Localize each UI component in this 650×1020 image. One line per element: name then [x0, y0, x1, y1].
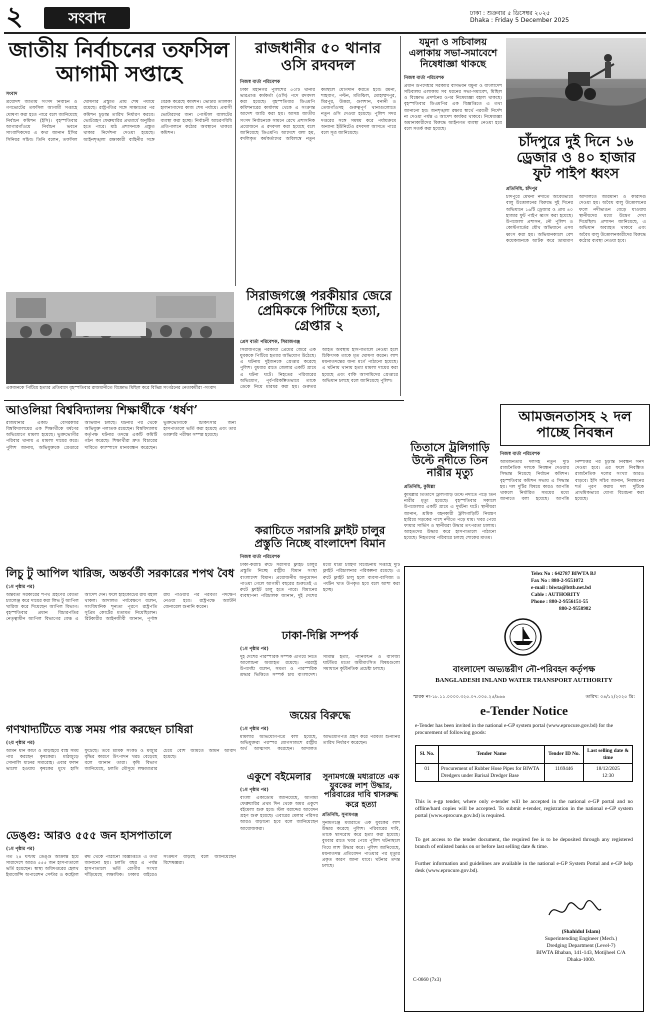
- chandpur-headline: চাঁদপুরে দুই দিনে ১৬ ড্রেজার ও ৪০ হাজার ফুট পাইপ ধ্বংস: [516, 134, 636, 183]
- issue-date-en: Dhaka : Friday 5 December 2025: [470, 17, 570, 24]
- election-body: ত্রয়োদশ জাতীয় সংসদ নির্বাচন ও গণভোটের তফসিল আগামী সপ্তাহে ঘোষণা করা হতে পারে বলে জানিয়েছে নির্বাচন কমিশন (ইসি)। বৃহস্পতিবার আগারগাঁওয়ে নির্বাচন ভবনে সাংবাদিকদের এ কথা জানান ইসির সিনিয়র সচিব। তিনি বলেন, তফসিল ঘোষণার প্রস্তুতি প্রায় শেষ পর্যায়ে রয়েছে। রাষ্ট্রপতির সঙ্গে সাক্ষাতের পর কমিশন চূড়ান্ত তারিখ নির্ধারণ করবে। ভোটগ্রহণ ফেব্রুয়ারির প্রথমার্ধে অনুষ্ঠিত হতে পারে। মাঠ প্রশাসনকে প্রস্তুত থাকার নির্দেশনা দেওয়া হয়েছে। আইনশৃঙ্খলা রক্ষাকারী বাহিনীর সঙ্গে বৈঠক করেছে কমিশন। ভোটার তালিকা হালনাগাদের কাজ শেষ পর্যায়ে। প্রবাসী ভোটারদের জন্য পোস্টাল ব্যালটের ব্যবস্থা করা হচ্ছে। নির্বাচনী আচরণবিধি প্রতিপালনে কঠোর অবস্থানে থাকবে কমিশন।: [6, 100, 232, 143]
- cell-date-day: 18/12/2025: [596, 766, 620, 773]
- victory-byline: (১ম পৃষ্ঠার পর): [240, 726, 269, 732]
- sirajganj-byline: প্রেস বার্তা পরিবেশক, সিরাজগঞ্জ: [240, 339, 301, 345]
- university-article: [6, 404, 236, 581]
- dhaka-delhi-headline: ঢাকা-দিল্লি সম্পর্ক: [281, 629, 359, 642]
- col-header-id: Tender ID No.: [545, 746, 584, 764]
- chandpur-byline: প্রতিনিধি, চাঁদপুর: [506, 187, 538, 193]
- logo-text: সংবাদ: [68, 9, 106, 27]
- tender-contact-block: Telex No : 642787 BIWTA BJ Fax No : 880-2-9551072 e-mail : biwta@bttb.net.bd Cable : AUTHORITY Phone : 880-2-9556151-55 880-2-9558982: [531, 571, 597, 612]
- notice-intro: e-Tender has been invited in the national e-GP system portal (www.eprocure.gov.bd) for the procurement of following goods:: [415, 723, 613, 736]
- oath-body: অন্তর্বর্তী সরকারের শপথ গ্রহণের বৈধতা চ্যালেঞ্জ করে দায়ের করা লিভ টু আপিল খারিজ করে দিয়েছেন আপিল বিভাগ। বৃহস্পতিবার প্রধান বিচারপতির নেতৃত্বাধীন আপিল বিভাগের বেঞ্চ এ আদেশ দেন। ফলে হাইকোর্টের রায় বহাল থাকল। আদালত পর্যবেক্ষণে বলেন, সাংবিধানিক শূন্যতা পূরণে রাষ্ট্রপতি সুপ্রিম কোর্টের মতামত নিয়েছিলেন। রিটকারীর আইনজীবী জানান, পূর্ণাঙ্গ রায় পাওয়ার পর পরবর্তী পদক্ষেপ নেওয়া হবে। রাষ্ট্রপক্ষে অ্যাটর্নি জেনারেল শুনানি করেন।: [6, 592, 236, 623]
- sirajganj-article: [240, 290, 398, 403]
- jamuna-byline: নিজস্ব বার্তা পরিবেশক: [404, 75, 445, 81]
- book-fair-article: [240, 772, 318, 966]
- signatory-title-1: Superintending Engineer (Mech.): [544, 936, 618, 942]
- karachi-byline: নিজস্ব বার্তা পরিবেশক: [240, 555, 281, 561]
- titas-body: কুমিল্লার তিতাসে ট্রলিগাড়ি উল্টে নদীতে পড়ে তিন নারীর মৃত্যু হয়েছে। বৃহস্পতিবার সকালে উপজেলার একটি গ্রামে এ দুর্ঘটনা ঘটে। স্থানীয়রা জানান, শ্রমিক বহনকারী ট্রলিগাড়িটি নিয়ন্ত্রণ হারিয়ে সড়কের পাশে নদীতে পড়ে যায়। খবর পেয়ে ফায়ার সার্ভিস ও স্থানীয়রা উদ্ধার তৎপরতা চালায়। আহতদের উদ্ধার করে হাসপাতালে পাঠানো হয়েছে। নিহতদের পরিবারে চলছে শোকের মাতম।: [404, 492, 496, 542]
- jamuna-article: [404, 38, 502, 274]
- oath-byline: (১ম পৃষ্ঠার পর): [6, 584, 35, 590]
- thana-headline-line1: রাজধানীর ৫০ থানার: [255, 39, 381, 57]
- karachi-body: ঢাকা-করাচি রুটে সরাসরি ফ্লাইট চালুর প্রস্তুতি নিচ্ছে রাষ্ট্রীয় বিমান সংস্থা বাংলাদেশ বিমান। প্রয়োজনীয় অনুমোদন পাওয়া গেলে আগামী বছরের শুরুতেই এ রুটে ফ্লাইট চালু হতে পারে। বিমানের ব্যবস্থাপনা পরিচালক জানান, দুই দেশের মধ্যে যাত্রী চাহিদা বিবেচনায় সপ্তাহে দুটি ফ্লাইট পরিচালনার পরিকল্পনা রয়েছে। এ রুটে ফ্লাইট চালু হলে ব্যবসা-বাণিজ্য ও পর্যটন খাত উপকৃত হবে বলে আশা করা হচ্ছে।: [240, 563, 400, 600]
- notice-title: e-Tender Notice: [480, 703, 568, 718]
- dengue-byline: (১ম পৃষ্ঠার পর): [6, 846, 35, 852]
- thana-byline: নিজস্ব বার্তা পরিবেশক: [240, 79, 281, 85]
- section-rule: [4, 400, 404, 401]
- dhaka-delhi-byline: (১ম পৃষ্ঠার পর): [240, 646, 269, 652]
- cell-sl: 01: [416, 764, 439, 782]
- sunamganj-headline: সুনামগঞ্জে মধ্যরাতে এক যুবকের লাশ উদ্ধার, পরিবারের দাবি শ্বাসরুদ্ধ করে হত্যা: [322, 771, 400, 809]
- election-headline-line2: আগামী সপ্তাহে: [55, 61, 183, 87]
- university-headline: আওলিয়া বিশ্ববিদ্যালয় শিক্ষার্থীকে ‘ধর্ষণ’: [6, 403, 198, 417]
- victory-body: মামলার অভিযোগপত্রে বলা হয়েছে, অভিযুক্তরা পরস্পর যোগসাজশে রাষ্ট্রীয় অর্থ আত্মসাৎ করেছেন। আদালত অভিযোগপত্র গ্রহণ করে পরবর্তী শুনানির তারিখ নির্ধারণ করেছেন।: [240, 734, 400, 753]
- sunamganj-body: সুনামগঞ্জে মধ্যরাতে এক যুবকের লাশ উদ্ধার করেছে পুলিশ। পরিবারের দাবি, তাকে শ্বাসরোধ করে হত্যা করা হয়েছে। বুধবার রাতে খবর পেয়ে পুলিশ ঘটনাস্থলে গিয়ে লাশ উদ্ধার করে। পুলিশ জানিয়েছে, ময়নাতদন্ত প্রতিবেদন পাওয়ার পর মৃত্যুর প্রকৃত কারণ জানা যাবে। ঘটনার তদন্ত চলছে।: [322, 820, 400, 870]
- registration-headline-box: [500, 404, 650, 446]
- signature-mark: [545, 897, 605, 923]
- ad-code: C-0660 (7x3): [413, 977, 442, 983]
- book-fair-body: বাংলা একাডেমি জানিয়েছে, আগামী ফেব্রুয়ারির প্রথম দিন থেকে অমর একুশে বইমেলা শুরু হবে। স্টল বরাদ্দের আবেদন গ্রহণ শুরু হয়েছে। এবারের মেলার পরিসর আরও বাড়ানো হবে বলে জানিয়েছেন আয়োজকরা।: [240, 795, 318, 832]
- signatory-address: BIWTA Bhaban, 141-143, Motijheel C/A: [536, 950, 626, 956]
- masthead-rule: [4, 32, 646, 34]
- sunamganj-article: [322, 772, 400, 991]
- signatory-name: (Shahidul Islam): [561, 929, 601, 935]
- election-byline: সংবাদ: [6, 92, 18, 98]
- farmers-article: [6, 724, 236, 841]
- memo-number: স্মারক নং-১৮.১১.০০০০.৩২৫.০৭.০০৫.২৫/৯৬৬: [413, 695, 506, 700]
- registration-body: আমজনতার দলসহ নতুন দুটি রাজনৈতিক দলকে নিবন্ধন দেওয়ার সিদ্ধান্ত নিয়েছে নির্বাচন কমিশন। বৃহস্পতিবার কমিশন সভায় এ সিদ্ধান্ত হয়। দল দুটির বিষয়ে কারও আপত্তি থাকলে নির্ধারিত সময়ের মধ্যে জানাতে বলা হয়েছে। আপত্তি নিষ্পত্তির পর চূড়ান্ত নিবন্ধন সনদ দেওয়া হবে। এর ফলে নিবন্ধিত রাজনৈতিক দলের সংখ্যা আরও বাড়বে। ইসি সচিব জানান, নিবন্ধনের শর্ত পূরণ করায় দল দুটিকে প্রাথমিকভাবে যোগ্য বিবেচনা করা হয়েছে।: [500, 460, 644, 503]
- dhaka-delhi-article: [240, 630, 400, 715]
- cell-id: 1169446: [545, 764, 584, 782]
- column-divider: [400, 36, 401, 396]
- page-number: ২: [6, 2, 23, 32]
- sunamganj-byline: প্রতিনিধি, সুনামগঞ্জ: [322, 812, 359, 818]
- election-headline-line1: জাতীয় নির্বাচনের তফসিল: [8, 37, 230, 62]
- dhaka-delhi-body: দুই দেশের পারস্পরিক সম্পর্ক এগিয়ে নিতে আলোচনা অব্যাহত রয়েছে। পররাষ্ট্র উপদেষ্টা বলেন, সমতা ও পারস্পরিক শ্রদ্ধার ভিত্তিতে সম্পর্ক চায় বাংলাদেশ। সীমান্ত হত্যা, পানিবণ্টন ও বাণিজ্য ঘাটতির মতো অমীমাংসিত বিষয়গুলো সমাধানে কূটনৈতিক প্রচেষ্টা চলছে।: [240, 654, 400, 679]
- newspaper-logo: [44, 7, 130, 29]
- chandpur-article: [506, 134, 646, 405]
- thana-headline-line2: ওসি রদবদল: [281, 56, 355, 75]
- protest-photo-caption: একজনকে পিটিয়ে হত্যার প্রতিবাদে বৃহস্পতিবার রাজধানীতে বিক্ষোভ মিছিল করে বিভিন্ন সংগঠনের নেতাকর্মীরা -সংবাদ: [6, 386, 216, 391]
- cell-date: [584, 764, 633, 782]
- oath-article: [6, 568, 236, 743]
- sirajganj-body: সিরাজগঞ্জে পরকীয়া প্রেমের জেরে এক যুবককে পিটিয়ে হত্যার অভিযোগ উঠেছে। এ ঘটনায় দুইজনকে গ্রেপ্তার করেছে পুলিশ। বুধবার রাতে জেলার একটি গ্রামে এ ঘটনা ঘটে। নিহতের পরিবারের অভিযোগ, পূর্বপরিকল্পিতভাবে তাকে ডেকে নিয়ে মারধর করা হয়। গুরুতর আহত অবস্থায় হাসপাতালে নেওয়া হলে চিকিৎসক তাকে মৃত ঘোষণা করেন। লাশ ময়নাতদন্তের জন্য মর্গে পাঠানো হয়েছে। এ ঘটনায় থানায় হত্যা মামলা দায়ের করা হয়েছে এবং বাকি আসামিদের গ্রেপ্তারে অভিযান চলছে বলে জানিয়েছে পুলিশ।: [240, 347, 398, 391]
- karachi-headline: করাচিতে সরাসরি ফ্লাইট চালুর প্রস্তুতি নিচ্ছে বাংলাদেশ বিমান: [254, 524, 386, 550]
- col-header-sl: Sl. No.: [416, 746, 439, 764]
- thana-article: [240, 40, 396, 288]
- registration-headline: আমজনতাসহ ২ দল পাচ্ছে নিবন্ধন: [518, 409, 632, 442]
- jamuna-body: প্রধান উপদেষ্টার সরকারি বাসভবন যমুনা ও বাংলাদেশ সচিবালয় এলাকায় সব ধরনের সভা-সমাবেশ, মিছিল ও বিক্ষোভ প্রদর্শনের ওপর নিষেধাজ্ঞা বহাল থাকছে। বৃহস্পতিবার ডিএমপির এক বিজ্ঞপ্তিতে এ তথ্য জানানো হয়। জনশৃঙ্খলা রক্ষার স্বার্থে পরবর্তী নির্দেশ না দেওয়া পর্যন্ত এ আদেশ কার্যকর থাকবে। নিষেধাজ্ঞা অমান্যকারীদের বিরুদ্ধে আইনগত ব্যবস্থা নেওয়া হবে বলে সতর্ক করা হয়েছে।: [404, 83, 502, 133]
- signatory-city: Dhaka-1000.: [567, 957, 595, 963]
- election-article: [6, 38, 232, 280]
- oath-headline: লিচু টু আপিল খারিজ, অন্তর্বর্তী সরকারের শপথ বৈধ: [6, 567, 235, 580]
- tender-notice: [404, 566, 644, 1012]
- table-row: [416, 764, 633, 782]
- protest-photo: [6, 292, 234, 384]
- tender-table: [415, 745, 633, 782]
- registration-article: [500, 450, 644, 565]
- dengue-headline: ডেঙ্গু: আরও ৫৫৫ জন হাসপাতালে: [6, 829, 172, 842]
- col-header-name: Tender Name: [439, 746, 545, 764]
- biwta-logo: [503, 617, 543, 657]
- column-divider: [235, 36, 236, 286]
- titas-headline: তিতাসে ট্রলিগাড়ি উল্টে নদীতে তিন নারীর মৃত্যু: [410, 441, 490, 480]
- col-header-date: Last selling date & time: [584, 746, 633, 764]
- farmer-tractor-photo: [506, 38, 646, 128]
- dengue-body: গত ২৪ ঘণ্টায় ডেঙ্গু আক্রান্ত হয়ে সারাদেশে আরও ৫৫৫ জন হাসপাতালে ভর্তি হয়েছেন। স্বাস্থ্য অধিদপ্তরের হেলথ ইমার্জেন্সি অপারেশন সেন্টার ও কন্ট্রোল রুম থেকে পাঠানো বিজ্ঞপ্তিতে এ তথ্য জানানো হয়। চলতি বছর এ পর্যন্ত হাসপাতালে ভর্তি রোগীর সংখ্যা দাঁড়িয়েছে লক্ষাধিক। ঢাকার বাইরেও সংক্রমণ বাড়ছে বলে জানিয়েছেন বিশেষজ্ঞরা।: [6, 854, 236, 879]
- notice-para-1: This is e-gp tender, where only e-tender will be accepted in the national e-GP portal and no offline/hard copies will be accepted. To submit e-tender, registration in the national e-GP system portal (www.eprocure.gov.bd) is required.: [415, 799, 633, 819]
- thana-body: ঢাকা মহানগর পুলিশের ৫০টি থানার ভারপ্রাপ্ত কর্মকর্তা (ওসি) পদে রদবদল করা হয়েছে। বৃহস্পতিবার ডিএমপি কমিশনারের কার্যালয় থেকে এ সংক্রান্ত আদেশ জারি করা হয়। আসন্ন জাতীয় সংসদ নির্বাচনকে সামনে রেখে প্রশাসনিক প্রয়োজনে এ রদবদল করা হয়েছে বলে জানিয়েছে ডিএমপি। আদেশে বলা হয়, বদলিকৃত কর্মকর্তাদের অবিলম্বে নতুন কর্মস্থলে যোগদান করতে হবে। রমনা, শাহবাগ, পল্টন, মতিঝিল, মোহাম্মদপুর, মিরপুর, উত্তরা, গুলশান, বনানী ও তেজগাঁওসহ গুরুত্বপূর্ণ থানাগুলোতে নতুন ওসি দেওয়া হয়েছে। পুলিশ সদর দপ্তরের সঙ্গে সমন্বয় করে পর্যায়ক্রমে অন্যান্য ইউনিটেও রদবদল আসতে পারে বলে সূত্র জানিয়েছে।: [240, 87, 396, 143]
- book-fair-byline: (১ম পৃষ্ঠার পর): [240, 787, 269, 793]
- notice-para-3: Further information and guidelines are available in the national e-GP System Portal and e-GP help desk (www.eprocure.gov.bd).: [415, 861, 633, 874]
- authority-name-bn: বাংলাদেশ অভ্যন্তরীণ নৌ-পরিবহন কর্তৃপক্ষ: [452, 665, 596, 675]
- signatory-title-2: Dredging Department (Level-7): [546, 943, 616, 949]
- cell-name: Procurement of Rubber Hose Pipes for BIWTA Dredgers under Barisal Dredger Base: [439, 764, 545, 782]
- registration-byline: নিজস্ব বার্তা পরিবেশক: [500, 452, 541, 457]
- sirajganj-headline: সিরাজগঞ্জে পরকীয়ার জেরে প্রেমিককে পিটিয়ে হত্যা, গ্রেপ্তার ২: [246, 289, 392, 334]
- notice-para-2: To get access to the tender document, the required fee is to be deposited through any registered branch of enlisted banks on or before last selling date & time.: [415, 837, 633, 850]
- dengue-article: [6, 830, 236, 1015]
- issue-date-bn: ঢাকা : শুক্রবার ৫ ডিসেম্বর ২০২৫: [470, 10, 551, 17]
- authority-name-en: BANGLADESH INLAND WATER TRANSPORT AUTHORITY: [435, 677, 613, 684]
- farmers-headline: গণখাদ্যটিতে ব্যস্ত সময় পার করছেন চাষিরা: [6, 723, 193, 736]
- victory-headline: জয়ের বিরুদ্ধে: [289, 709, 351, 722]
- jamuna-headline: যমুনা ও সচিবালয় এলাকায় সভা-সমাবেশে নিষেধাজ্ঞা থাকছে: [408, 37, 498, 70]
- memo-date: তারিখ: ০৪/১২/২০২৫ খ্রি:: [585, 695, 635, 700]
- university-body: রাজধানীর একটি বেসরকারি বিশ্ববিদ্যালয়ের এক শিক্ষার্থীকে ধর্ষণের অভিযোগে মামলা হয়েছে। ভুক্তভোগীর পরিবার থানায় এ মামলা দায়ের করে। পুলিশ জানায়, অভিযুক্তকে গ্রেপ্তারে অভিযান চলছে। ঘটনার পর থেকে অভিযুক্ত পলাতক রয়েছেন। বিশ্ববিদ্যালয় কর্তৃপক্ষ ঘটনার তদন্তে একটি কমিটি গঠন করেছে। শিক্ষার্থীরা দ্রুত বিচারের দাবিতে ক্যাম্পাসে মানববন্ধন করেছেন। ভুক্তভোগীকে চিকিৎসার জন্য হাসপাতালে ভর্তি করা হয়েছে এবং তার ডাক্তারি পরীক্ষা সম্পন্ন হয়েছে।: [6, 420, 236, 451]
- signatory-block: [523, 929, 639, 964]
- book-fair-headline: একুশে বইমেলার: [246, 772, 312, 783]
- titas-byline: প্রতিনিধি, কুমিল্লা: [404, 484, 436, 490]
- chandpur-body: চাঁদপুরে মেঘনা নদীতে অবৈধভাবে বালু উত্তোলনের বিরুদ্ধে দুই দিনের অভিযানে ১৬টি ড্রেজার ও প্রায় ৪০ হাজার ফুট পাইপ ধ্বংস করা হয়েছে। উপজেলা প্রশাসন, নৌ পুলিশ ও কোস্টগার্ডের যৌথ অভিযানে এসব ধ্বংস করা হয়। অভিযানকালে বেশ কয়েকজনকে আটক করে ভ্রাম্যমাণ আদালতে জরিমানা ও কারাদণ্ড দেওয়া হয়। অবৈধ বালু উত্তোলনের ফলে নদীভাঙন বেড়ে যাওয়ায় স্থানীয়দের মধ্যে উদ্বেগ দেখা দিয়েছিল। প্রশাসন জানিয়েছে, এ অভিযান অব্যাহত থাকবে এবং অবৈধ বালু উত্তোলনকারীদের বিরুদ্ধে কঠোর ব্যবস্থা নেওয়া হবে।: [506, 195, 646, 244]
- farmers-body: আমন ধান কাটা ও মাড়াইয়ে ব্যস্ত সময় পার করছেন কৃষকেরা। মাঠজুড়ে সোনালি ধানের সমারোহ। এবার ফলন ভালো হওয়ায় কৃষকের মুখে হাসি ফুটেছে। তবে শ্রমিক সংকট ও মজুরি বৃদ্ধির কারণে উৎপাদন খরচ বেড়েছে বলে জানান তারা। কৃষি বিভাগ জানিয়েছে, চলতি মৌসুমে লক্ষ্যমাত্রার চেয়ে বেশি জমিতে আমন আবাদ হয়েছে।: [6, 748, 236, 773]
- farmers-byline: (২য় পৃষ্ঠার পর): [6, 740, 35, 746]
- cell-date-time: 12:30: [602, 772, 614, 779]
